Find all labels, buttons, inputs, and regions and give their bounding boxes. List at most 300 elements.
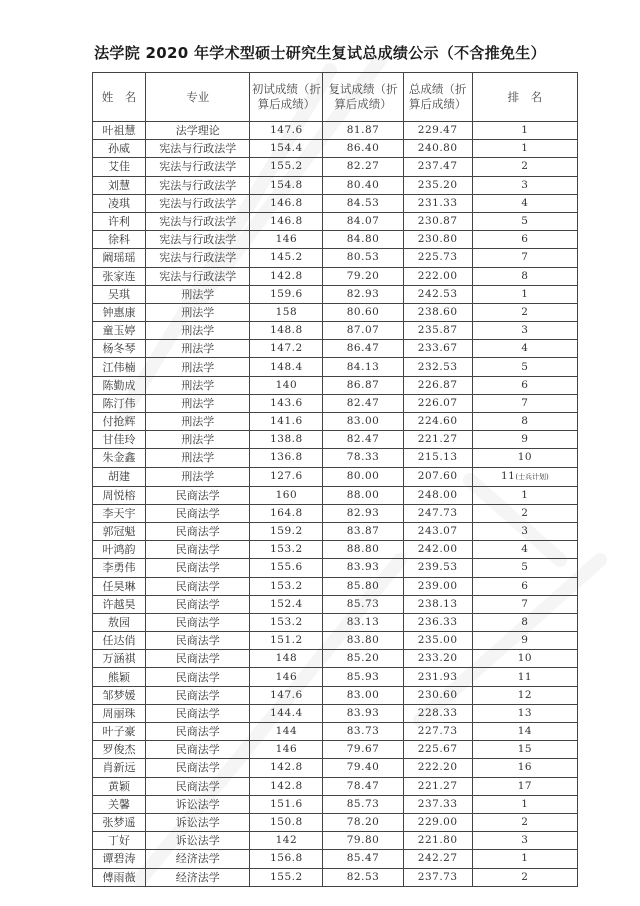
cell-total-score-text: 240.80: [417, 142, 458, 155]
cell-rank: [472, 577, 577, 595]
cell-major-text: 民商法学: [175, 743, 220, 757]
cell-major-text: 民商法学: [175, 615, 220, 629]
cell-retest-score-text: 85.73: [346, 597, 380, 610]
cell-name-text: 叶子豪: [102, 725, 136, 739]
cell-rank: [472, 231, 577, 249]
cell-name-text: 艾佳: [108, 160, 131, 174]
cell-retest-score-text: 79.80: [346, 834, 380, 847]
cell-initial-score-text: 146: [275, 670, 298, 683]
cell-rank: [472, 449, 577, 467]
cell-rank: [472, 813, 577, 831]
cell-name-text: 李天宇: [102, 506, 136, 520]
cell-rank: [472, 704, 577, 722]
cell-retest-score-text: 83.73: [346, 725, 380, 738]
cell-initial-score-text: 155.6: [270, 561, 303, 574]
cell-total-score: [403, 122, 472, 140]
table-row: [93, 813, 578, 831]
cell-initial-score-text: 156.8: [270, 852, 303, 865]
cell-initial-score: [250, 504, 323, 522]
cell-name-text: 许利: [108, 215, 131, 229]
cell-name-text: 徐科: [108, 233, 131, 247]
cell-initial-score-text: 155.2: [270, 870, 303, 883]
cell-rank-text: 1: [521, 142, 529, 155]
cell-rank-text: 6: [521, 233, 529, 246]
cell-rank: [472, 267, 577, 285]
cell-total-score-text: 222.20: [417, 761, 458, 774]
cell-initial-score: [250, 394, 323, 412]
cell-major: [146, 340, 250, 358]
cell-retest-score: [323, 285, 403, 303]
cell-major-text: 民商法学: [175, 670, 220, 684]
table-row: [93, 522, 578, 540]
cell-rank: [472, 322, 577, 340]
cell-retest-score-text: 86.87: [346, 378, 380, 391]
cell-total-score: [403, 140, 472, 158]
cell-total-score-text: 227.73: [417, 725, 458, 738]
cell-retest-score: [323, 595, 403, 613]
cell-major-text: 刑法学: [181, 451, 215, 465]
header-major: 专业: [146, 73, 250, 122]
cell-initial-score-text: 151.2: [270, 634, 303, 647]
cell-total-score-text: 243.07: [417, 525, 458, 538]
table-row: [93, 413, 578, 431]
cell-name-text: 杨冬琴: [102, 342, 136, 356]
cell-total-score: [403, 340, 472, 358]
cell-total-score: [403, 850, 472, 868]
cell-name: [93, 231, 146, 249]
cell-rank-text: 5: [521, 215, 529, 228]
cell-retest-score: [323, 522, 403, 540]
table-row: [93, 504, 578, 522]
cell-retest-score-text: 88.80: [346, 543, 380, 556]
cell-initial-score-text: 147.6: [270, 124, 303, 137]
cell-retest-score-text: 78.33: [346, 451, 380, 464]
cell-rank: [472, 613, 577, 631]
cell-rank: [472, 431, 577, 449]
cell-rank-text: 14: [517, 725, 533, 738]
cell-initial-score: [250, 486, 323, 504]
cell-major: [146, 595, 250, 613]
cell-total-score-text: 229.00: [417, 816, 458, 829]
cell-name-text: 丁好: [108, 834, 131, 848]
cell-rank: [472, 850, 577, 868]
cell-major: [146, 868, 250, 886]
cell-retest-score-text: 84.53: [346, 196, 380, 209]
cell-initial-score-text: 164.8: [270, 506, 303, 519]
cell-total-score: [403, 541, 472, 559]
rank-note: (士兵计划): [515, 472, 549, 481]
cell-name-text: 邹梦媛: [102, 688, 136, 702]
cell-rank-text: 6: [521, 579, 529, 592]
cell-name-text: 孙威: [108, 142, 131, 156]
cell-name-text: 叶祖慧: [102, 124, 136, 138]
cell-retest-score-text: 82.93: [346, 287, 380, 300]
table-row: [93, 632, 578, 650]
table-row: [93, 340, 578, 358]
cell-total-score-text: 224.60: [417, 415, 458, 428]
cell-rank-text: 10: [517, 652, 533, 665]
cell-initial-score: [250, 741, 323, 759]
cell-name-text: 童玉婷: [102, 324, 136, 338]
cell-rank-text: 3: [521, 178, 529, 191]
cell-initial-score: [250, 122, 323, 140]
cell-retest-score: [323, 832, 403, 850]
cell-major-text: 刑法学: [181, 470, 215, 484]
cell-retest-score: [323, 813, 403, 831]
cell-total-score: [403, 868, 472, 886]
cell-name: [93, 249, 146, 267]
cell-initial-score: [250, 249, 323, 267]
cell-retest-score-text: 85.47: [346, 852, 380, 865]
cell-initial-score-text: 146: [275, 233, 298, 246]
cell-initial-score: [250, 650, 323, 668]
cell-major: [146, 832, 250, 850]
cell-total-score-text: 235.20: [417, 178, 458, 191]
cell-rank: [472, 194, 577, 212]
table-row: [93, 559, 578, 577]
cell-major: [146, 231, 250, 249]
cell-initial-score: [250, 632, 323, 650]
cell-initial-score: [250, 467, 323, 486]
cell-initial-score: [250, 285, 323, 303]
table-row: [93, 686, 578, 704]
cell-retest-score: [323, 212, 403, 230]
cell-rank-text: 3: [521, 324, 529, 337]
cell-total-score: [403, 467, 472, 486]
cell-major: [146, 613, 250, 631]
cell-major: [146, 194, 250, 212]
cell-major: [146, 285, 250, 303]
cell-total-score-text: 230.60: [417, 688, 458, 701]
cell-initial-score-text: 140: [275, 378, 298, 391]
cell-major: [146, 140, 250, 158]
cell-name-text: 周悦榕: [102, 488, 136, 502]
cell-rank-text: 7: [521, 597, 529, 610]
cell-retest-score-text: 79.20: [346, 269, 380, 282]
cell-retest-score: [323, 504, 403, 522]
table-row: [93, 194, 578, 212]
cell-total-score-text: 230.80: [417, 233, 458, 246]
table-row: [93, 741, 578, 759]
cell-retest-score: [323, 140, 403, 158]
cell-name-text: 张家连: [102, 269, 136, 283]
table-row: [93, 777, 578, 795]
cell-initial-score: [250, 140, 323, 158]
cell-retest-score: [323, 668, 403, 686]
cell-name-text: 敖园: [108, 615, 131, 629]
cell-initial-score: [250, 212, 323, 230]
cell-name: [93, 158, 146, 176]
cell-retest-score-text: 83.93: [346, 561, 380, 574]
cell-major-text: 刑法学: [181, 305, 215, 319]
cell-total-score-text: 221.80: [417, 834, 458, 847]
cell-major: [146, 394, 250, 412]
cell-initial-score-text: 148: [275, 652, 298, 665]
cell-name: [93, 504, 146, 522]
cell-retest-score: [323, 249, 403, 267]
cell-retest-score-text: 82.47: [346, 396, 380, 409]
cell-name: [93, 413, 146, 431]
cell-total-score-text: 232.53: [417, 360, 458, 373]
cell-initial-score: [250, 868, 323, 886]
cell-retest-score: [323, 850, 403, 868]
cell-initial-score: [250, 340, 323, 358]
cell-retest-score-text: 79.67: [346, 743, 380, 756]
cell-rank-text: 9: [521, 634, 529, 647]
cell-major-text: 民商法学: [175, 597, 220, 611]
cell-name: [93, 723, 146, 741]
cell-rank: [472, 868, 577, 886]
cell-retest-score-text: 85.20: [346, 652, 380, 665]
cell-rank-text: 2: [521, 506, 529, 519]
cell-retest-score: [323, 413, 403, 431]
cell-initial-score: [250, 158, 323, 176]
cell-retest-score: [323, 322, 403, 340]
cell-retest-score: [323, 777, 403, 795]
cell-total-score: [403, 668, 472, 686]
cell-total-score: [403, 376, 472, 394]
cell-rank-text: 1: [521, 488, 529, 501]
cell-initial-score-text: 155.2: [270, 160, 303, 173]
cell-retest-score: [323, 741, 403, 759]
cell-rank: [472, 522, 577, 540]
cell-major: [146, 741, 250, 759]
cell-total-score: [403, 267, 472, 285]
cell-name: [93, 777, 146, 795]
cell-total-score: [403, 413, 472, 431]
cell-name: [93, 632, 146, 650]
table-row: [93, 577, 578, 595]
cell-rank: [472, 650, 577, 668]
cell-initial-score-text: 146: [275, 743, 298, 756]
cell-rank: [472, 122, 577, 140]
cell-initial-score: [250, 322, 323, 340]
cell-initial-score: [250, 358, 323, 376]
cell-total-score-text: 221.27: [417, 779, 458, 792]
cell-initial-score: [250, 559, 323, 577]
cell-rank-text: 3: [521, 834, 529, 847]
cell-retest-score: [323, 194, 403, 212]
cell-total-score-text: 242.27: [417, 852, 458, 865]
cell-retest-score: [323, 176, 403, 194]
cell-name-text: 许越昊: [102, 597, 136, 611]
cell-retest-score: [323, 467, 403, 486]
cell-total-score: [403, 394, 472, 412]
cell-major-text: 民商法学: [175, 725, 220, 739]
cell-rank-text: 2: [521, 305, 529, 318]
cell-retest-score-text: 82.27: [346, 160, 380, 173]
cell-total-score: [403, 813, 472, 831]
cell-major: [146, 813, 250, 831]
cell-retest-score-text: 82.47: [346, 433, 380, 446]
cell-retest-score-text: 86.40: [346, 142, 380, 155]
cell-major-text: 诉讼法学: [175, 816, 220, 830]
table-row: [93, 158, 578, 176]
cell-name: [93, 541, 146, 559]
cell-major: [146, 704, 250, 722]
cell-total-score-text: 225.67: [417, 743, 458, 756]
cell-rank: [472, 686, 577, 704]
cell-retest-score-text: 82.93: [346, 506, 380, 519]
cell-name: [93, 340, 146, 358]
cell-name: [93, 668, 146, 686]
cell-initial-score-text: 142.8: [270, 761, 303, 774]
cell-major-text: 民商法学: [175, 634, 220, 648]
cell-name: [93, 595, 146, 613]
header-rank: 排 名: [472, 73, 577, 122]
cell-major: [146, 467, 250, 486]
cell-initial-score-text: 148.4: [270, 360, 303, 373]
cell-rank-text: 5: [521, 561, 529, 574]
table-row: [93, 723, 578, 741]
cell-initial-score-text: 154.8: [270, 178, 303, 191]
cell-total-score-text: 221.27: [417, 433, 458, 446]
cell-initial-score: [250, 577, 323, 595]
cell-major-text: 民商法学: [175, 652, 220, 666]
cell-rank-text: 12: [517, 688, 533, 701]
cell-major-text: 法学理论: [175, 124, 220, 138]
cell-rank: [472, 340, 577, 358]
cell-total-score-text: 231.33: [417, 196, 458, 209]
cell-retest-score: [323, 394, 403, 412]
cell-rank: [472, 632, 577, 650]
cell-total-score: [403, 723, 472, 741]
table-body: [93, 122, 578, 887]
table-row: [93, 249, 578, 267]
cell-name-text: 任昊琳: [102, 579, 136, 593]
cell-name-text: 陈勤成: [102, 378, 136, 392]
cell-retest-score: [323, 632, 403, 650]
cell-retest-score-text: 84.13: [346, 360, 380, 373]
cell-rank-text: 4: [521, 342, 529, 355]
cell-rank: [472, 723, 577, 741]
cell-rank: [472, 176, 577, 194]
table-row: [93, 122, 578, 140]
cell-major: [146, 449, 250, 467]
cell-initial-score: [250, 832, 323, 850]
cell-initial-score: [250, 522, 323, 540]
cell-major: [146, 376, 250, 394]
cell-retest-score: [323, 340, 403, 358]
cell-initial-score-text: 146.8: [270, 196, 303, 209]
cell-rank-text: 17: [517, 779, 533, 792]
cell-retest-score-text: 80.60: [346, 305, 380, 318]
cell-major: [146, 759, 250, 777]
cell-rank: [472, 541, 577, 559]
cell-rank-text: 9: [521, 433, 529, 446]
cell-major-text: 诉讼法学: [175, 834, 220, 848]
cell-initial-score-text: 152.4: [270, 597, 303, 610]
cell-initial-score-text: 144: [275, 725, 298, 738]
cell-name: [93, 376, 146, 394]
cell-total-score: [403, 194, 472, 212]
cell-total-score: [403, 486, 472, 504]
cell-name: [93, 394, 146, 412]
table-row: [93, 613, 578, 631]
cell-major: [146, 249, 250, 267]
cell-initial-score-text: 158: [275, 305, 298, 318]
cell-retest-score-text: 83.93: [346, 706, 380, 719]
cell-major: [146, 777, 250, 795]
cell-major-text: 诉讼法学: [175, 797, 220, 811]
cell-name: [93, 358, 146, 376]
cell-name: [93, 795, 146, 813]
cell-rank: [472, 741, 577, 759]
cell-total-score: [403, 449, 472, 467]
cell-total-score: [403, 231, 472, 249]
cell-total-score: [403, 632, 472, 650]
cell-total-score: [403, 650, 472, 668]
cell-major-text: 刑法学: [181, 360, 215, 374]
cell-retest-score: [323, 541, 403, 559]
cell-name-text: 李勇伟: [102, 561, 136, 575]
cell-rank: [472, 376, 577, 394]
cell-initial-score: [250, 850, 323, 868]
cell-total-score: [403, 176, 472, 194]
cell-retest-score-text: 83.00: [346, 688, 380, 701]
cell-retest-score-text: 83.87: [346, 525, 380, 538]
cell-name-text: 傅雨薇: [102, 870, 136, 884]
cell-retest-score: [323, 376, 403, 394]
cell-initial-score: [250, 541, 323, 559]
cell-name-text: 刘慧: [108, 178, 131, 192]
table-row: [93, 358, 578, 376]
cell-initial-score-text: 160: [275, 488, 298, 501]
cell-retest-score: [323, 559, 403, 577]
cell-retest-score-text: 85.80: [346, 579, 380, 592]
cell-name-text: 谭碧涛: [102, 852, 136, 866]
cell-initial-score-text: 153.2: [270, 615, 303, 628]
cell-major: [146, 158, 250, 176]
cell-retest-score-text: 78.47: [346, 779, 380, 792]
cell-rank-text: 4: [521, 196, 529, 209]
cell-major-text: 刑法学: [181, 378, 215, 392]
cell-initial-score-text: 154.4: [270, 142, 303, 155]
cell-major-text: 民商法学: [175, 761, 220, 775]
cell-initial-score-text: 146.8: [270, 215, 303, 228]
cell-name-text: 任达俏: [102, 634, 136, 648]
table-row: [93, 850, 578, 868]
cell-name: [93, 267, 146, 285]
cell-total-score: [403, 358, 472, 376]
cell-name-text: 吴琪: [108, 287, 131, 301]
cell-rank-text: 1: [521, 287, 529, 300]
cell-retest-score-text: 83.13: [346, 615, 380, 628]
cell-retest-score-text: 86.47: [346, 342, 380, 355]
cell-rank: [472, 467, 577, 486]
cell-major: [146, 850, 250, 868]
cell-total-score: [403, 559, 472, 577]
cell-initial-score: [250, 595, 323, 613]
cell-total-score-text: 233.67: [417, 342, 458, 355]
cell-retest-score: [323, 759, 403, 777]
cell-total-score-text: 226.87: [417, 378, 458, 391]
cell-rank: [472, 595, 577, 613]
cell-name-text: 凌琪: [108, 196, 131, 210]
cell-rank-text: 2: [521, 160, 529, 173]
cell-retest-score: [323, 431, 403, 449]
cell-retest-score-text: 83.80: [346, 634, 380, 647]
cell-initial-score: [250, 194, 323, 212]
cell-total-score-text: 207.60: [417, 470, 458, 483]
cell-initial-score: [250, 704, 323, 722]
cell-major-text: 刑法学: [181, 342, 215, 356]
cell-initial-score: [250, 376, 323, 394]
cell-rank: [472, 559, 577, 577]
table-row: [93, 486, 578, 504]
cell-major: [146, 723, 250, 741]
cell-retest-score: [323, 267, 403, 285]
